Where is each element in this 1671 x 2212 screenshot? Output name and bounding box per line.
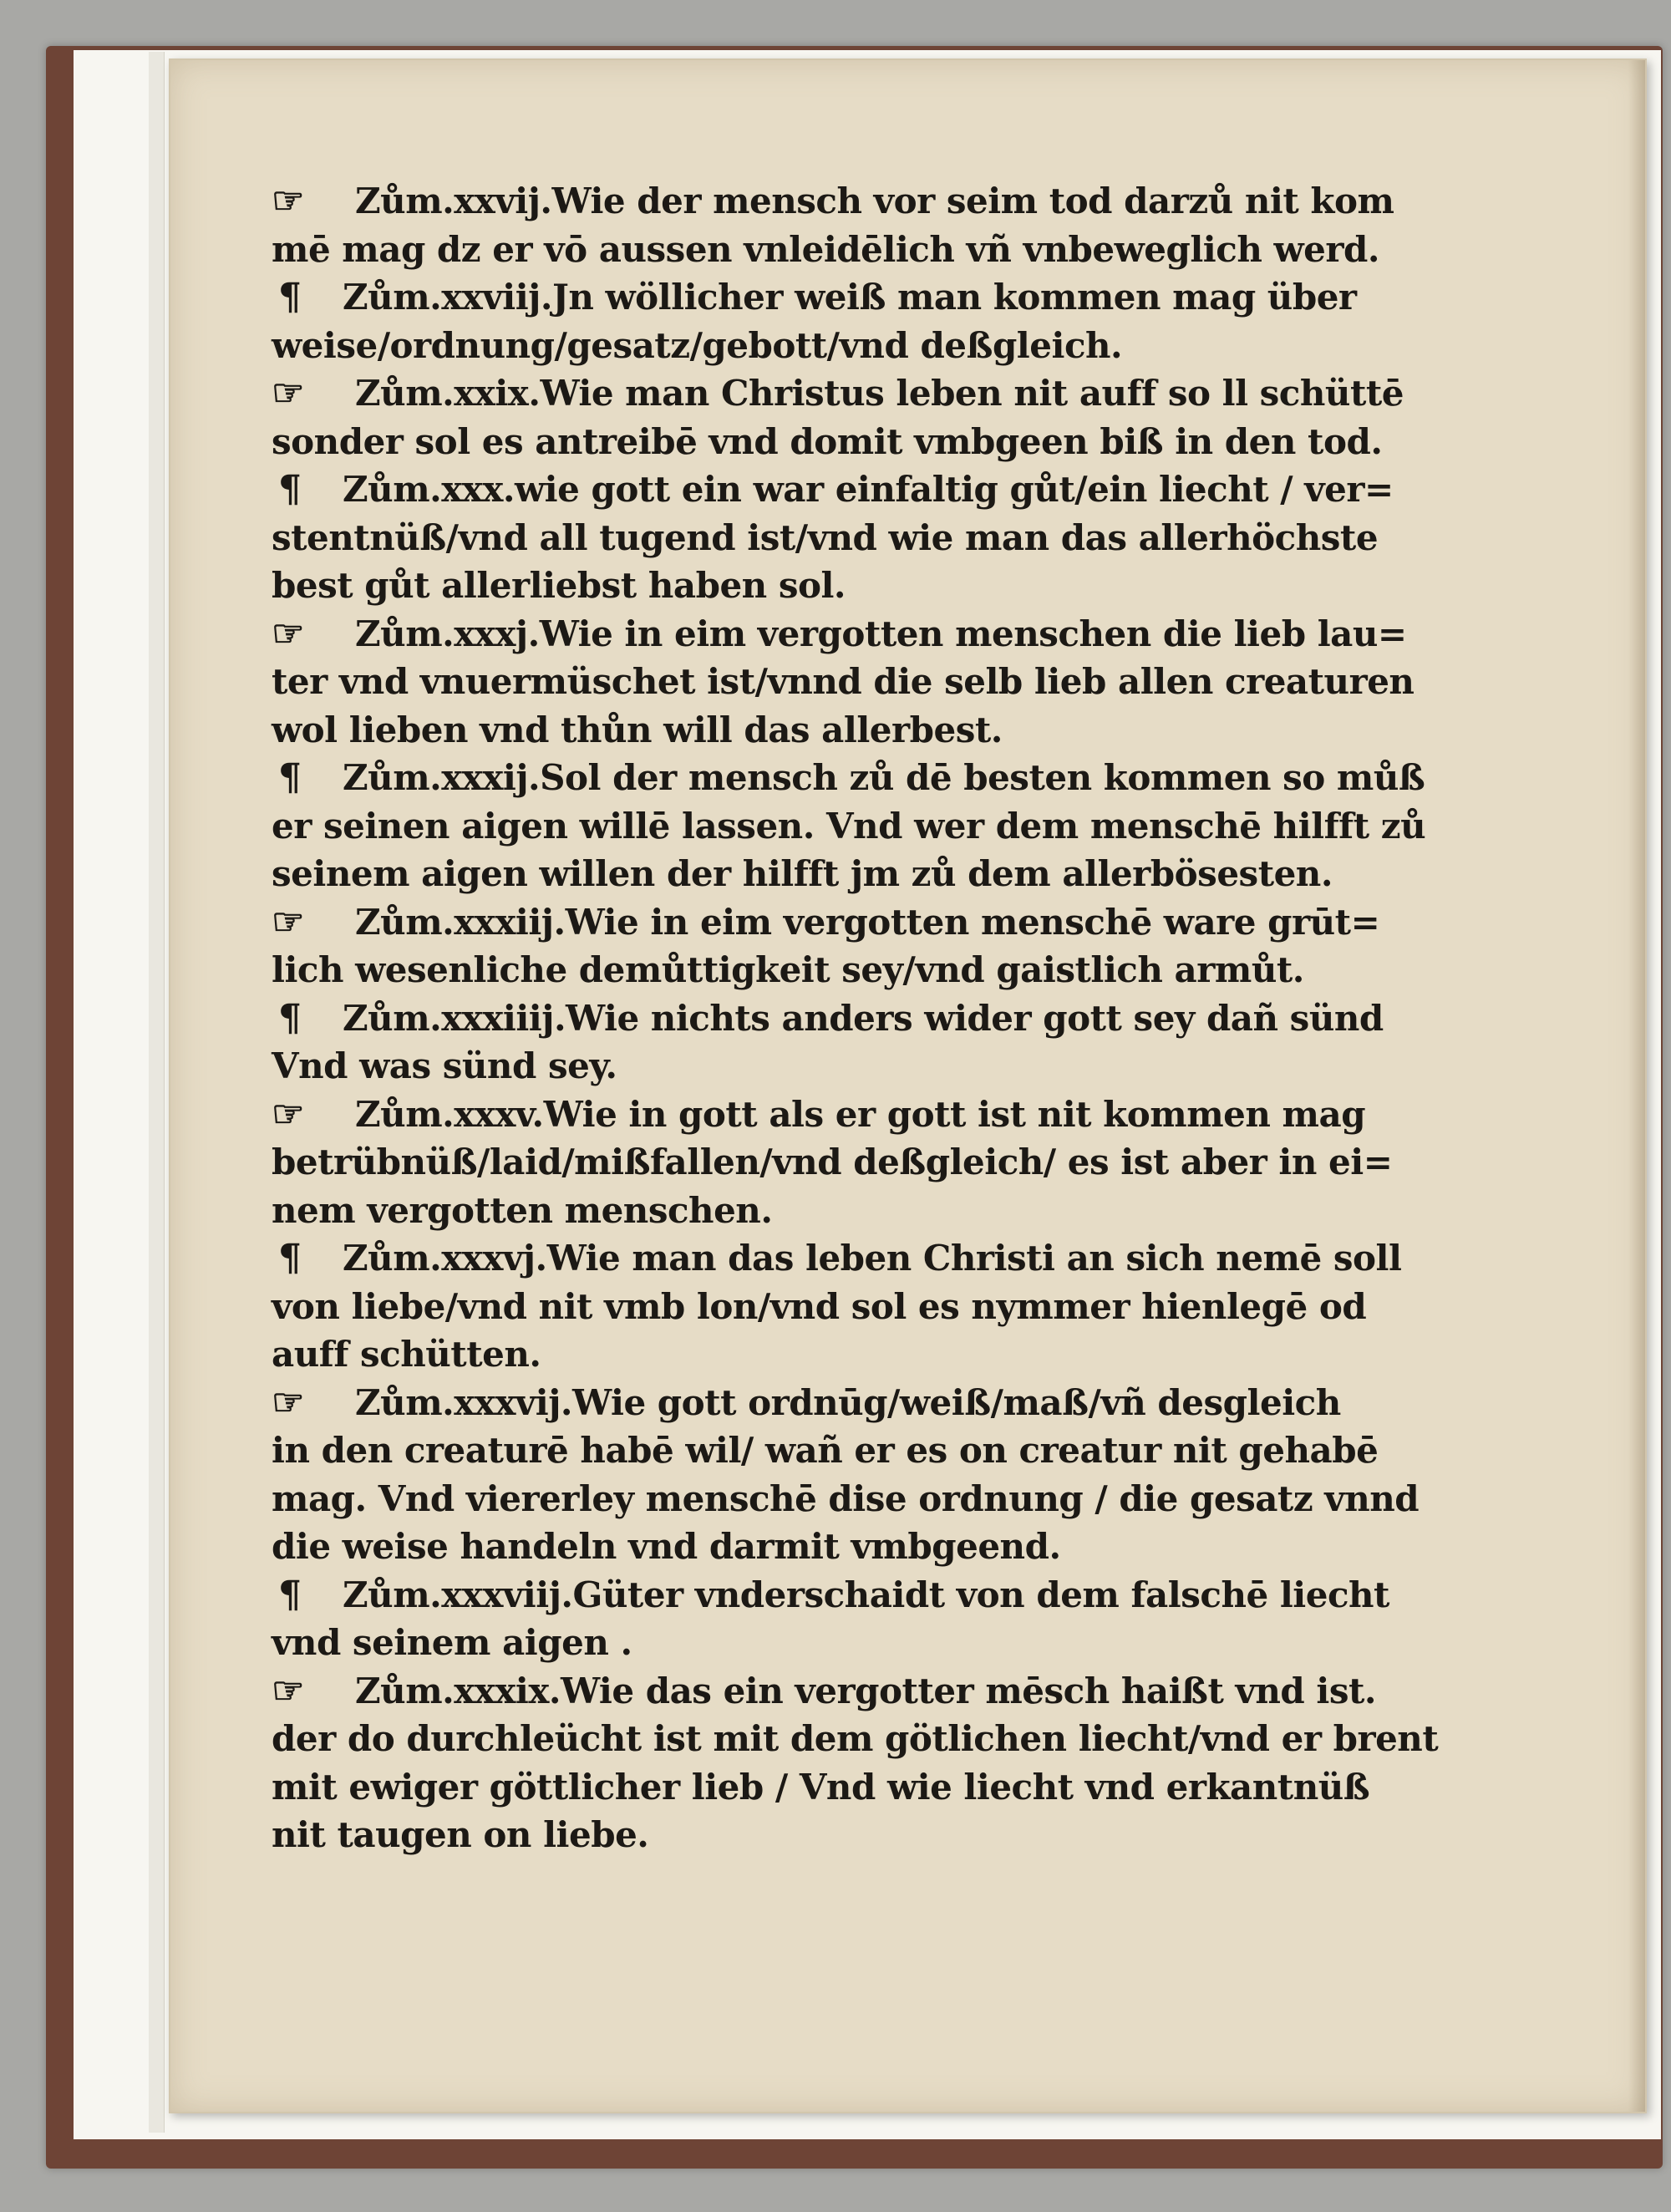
pilcrow-icon: ¶ <box>278 996 302 1040</box>
entry-line: lich wesenliche demůttigkeit sey/vnd gaistlich armůt. <box>272 949 1304 990</box>
chapter-entry <box>272 610 1625 755</box>
pointing-hand-icon: ☞ <box>272 1381 304 1424</box>
entry-line: Zům.xxxvij.Wie gott ordnūg/weiß/maß/vñ desgleich <box>355 1381 1341 1423</box>
entry-line: betrübnüß/laid/mißfallen/vnd deßgleich/ es ist aber in ei= <box>272 1142 1393 1182</box>
entry-line: Zům.xxviij.Jn wöllicher weiß man kommen mag über <box>343 277 1357 318</box>
table-of-contents-text <box>272 177 1625 1859</box>
entry-line: Zům.xxxv.Wie in gott als er gott ist nit kommen mag <box>355 1093 1366 1135</box>
entry-line: Zům.xxx.wie gott ein war einfaltig gůt/ein liecht / ver= <box>343 469 1394 510</box>
pointing-hand-icon: ☞ <box>272 612 304 655</box>
entry-line: Zům.xxxij.Sol der mensch zů dē besten kommen so můß <box>343 757 1425 798</box>
entry-line: nem vergotten menschen. <box>272 1189 773 1231</box>
entry-line: Vnd was sünd sey. <box>272 1045 617 1086</box>
entry-line: Zům.xxxiiij.Wie nichts anders wider gott sey dañ sünd <box>343 997 1384 1039</box>
pilcrow-icon: ¶ <box>278 756 302 799</box>
chapter-entry <box>272 898 1625 994</box>
pointing-hand-icon: ☞ <box>272 1092 304 1136</box>
entry-line: Zům.xxxiij.Wie in eim vergotten menschē ware grūt= <box>355 901 1380 943</box>
pilcrow-icon: ¶ <box>278 1573 302 1616</box>
entry-line: stentnüß/vnd all tugend ist/vnd wie man das allerhöchste <box>272 516 1379 558</box>
pilcrow-icon: ¶ <box>278 468 302 511</box>
entry-line: Zům.xxix.Wie man Christus leben nit auff so ll schüttē <box>355 373 1404 414</box>
chapter-entry <box>272 177 1625 273</box>
chapter-entry <box>272 994 1625 1091</box>
entry-line: sonder sol es antreibē vnd domit vmbgeen biß in den tod. <box>272 420 1383 462</box>
pointing-hand-icon: ☞ <box>272 900 304 943</box>
pilcrow-icon: ¶ <box>278 1237 302 1279</box>
pointing-hand-icon: ☞ <box>272 1669 304 1712</box>
entry-line: Zům.xxxix.Wie das ein vergotter mēsch haißt vnd ist. <box>355 1670 1377 1711</box>
entry-line: von liebe/vnd nit vmb lon/vnd sol es nymmer hienlegē od <box>272 1285 1367 1327</box>
chapter-entry <box>272 1091 1625 1235</box>
entry-line: wol lieben vnd thůn will das allerbest. <box>272 709 1003 750</box>
entry-line: mit ewiger göttlicher lieb / Vnd wie liecht vnd erkantnüß <box>272 1766 1370 1808</box>
entry-line: mag. Vnd viererley menschē dise ordnung / die gesatz vnnd <box>272 1477 1420 1519</box>
entry-line: er seinen aigen willē lassen. Vnd wer dem menschē hilfft zů <box>272 805 1426 847</box>
chapter-entry <box>272 1379 1625 1571</box>
entry-line: in den creaturē habē wil/ wañ er es on creatur nit gehabē <box>272 1430 1379 1471</box>
entry-line: seinem aigen willen der hilfft jm zů dem allerbösesten. <box>272 853 1333 894</box>
entry-line: auff schütten. <box>272 1334 541 1375</box>
chapter-entry <box>272 369 1625 465</box>
entry-line: Zům.xxxj.Wie in eim vergotten menschen die lieb lau= <box>355 613 1407 654</box>
pilcrow-icon: ¶ <box>278 276 302 318</box>
entry-line: Zům.xxxviij.Güter vnderschaidt von dem falschē liecht <box>343 1574 1389 1615</box>
pointing-hand-icon: ☞ <box>272 180 304 222</box>
entry-line: nit taugen on liebe. <box>272 1814 649 1855</box>
chapter-entry <box>272 754 1625 898</box>
chapter-entry <box>272 1667 1625 1859</box>
flyleaf-edge <box>149 52 165 2133</box>
entry-line: vnd seinem aigen . <box>272 1622 632 1663</box>
entry-line: weise/ordnung/gesatz/gebott/vnd deßgleich. <box>272 324 1123 366</box>
entry-line: ter vnd vnuermüschet ist/vnnd die selb lieb allen creaturen <box>272 661 1415 702</box>
entry-line: der do durchleücht ist mit dem götlichen liecht/vnd er brent <box>272 1718 1439 1759</box>
pointing-hand-icon: ☞ <box>272 372 304 414</box>
chapter-entry <box>272 1234 1625 1379</box>
chapter-entry <box>272 1571 1625 1667</box>
chapter-entry <box>272 273 1625 369</box>
entry-line: die weise handeln vnd darmit vmbgeend. <box>272 1526 1061 1567</box>
entry-line: Zům.xxvij.Wie der mensch vor seim tod darzů nit kom <box>355 181 1394 221</box>
entry-line: Zům.xxxvj.Wie man das leben Christi an sich nemē soll <box>343 1238 1402 1279</box>
entry-line: mē mag dz er vō aussen vnleidēlich vñ vnbeweglich werd. <box>272 228 1379 270</box>
entry-line: best gůt allerliebst haben sol. <box>272 565 846 606</box>
chapter-entry <box>272 465 1625 610</box>
